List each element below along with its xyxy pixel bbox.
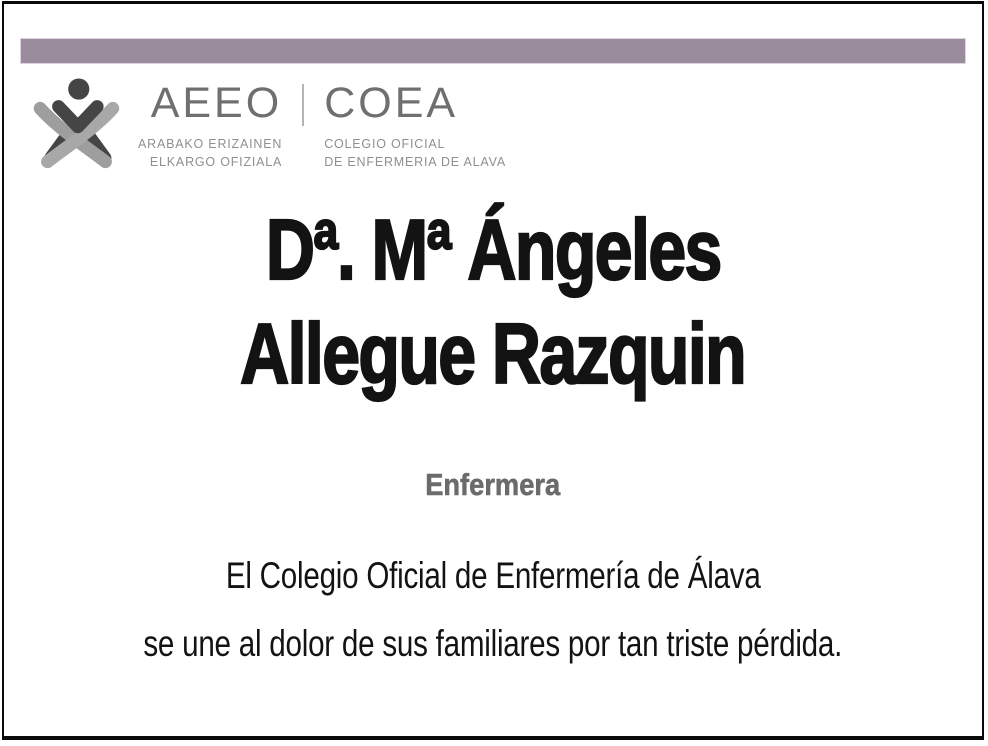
caption-basque-line2: ELKARGO OFIZIALA [149,154,283,169]
condolence-message-line2: se une al dolor de sus familiares por tan triste pérdida. [143,623,843,664]
deceased-name [4,199,982,407]
deceased-name-line2: Allegue Razquin [240,307,746,402]
acronym-aeeo: AEEO [150,79,283,127]
caption-basque [138,136,282,171]
nurse-figure-with-ribbon-icon [30,78,122,170]
brand-divider-line [302,84,304,126]
condolence-message-line1: El Colegio Oficial de Enfermería de Álava [225,555,761,596]
deceased-role [4,467,982,503]
brand-basque-column [138,79,283,171]
organization-lockup [138,79,506,171]
acronym-coea: COEA [324,79,459,127]
brand-spanish-column [324,79,506,171]
caption-spanish-line1: COLEGIO OFICIAL [324,137,446,151]
caption-spanish [324,136,506,171]
notice-frame [2,1,984,740]
caption-spanish-line2: DE ENFERMERIA DE ALAVA [324,154,506,169]
deceased-name-line1: Dª. Mª Ángeles [265,203,721,298]
caption-basque-line1: ARABAKO ERIZAINEN [138,137,283,151]
deceased-role-text: Enfermera [425,467,561,502]
mauve-header-bar [20,38,966,64]
logo-header [30,78,982,171]
